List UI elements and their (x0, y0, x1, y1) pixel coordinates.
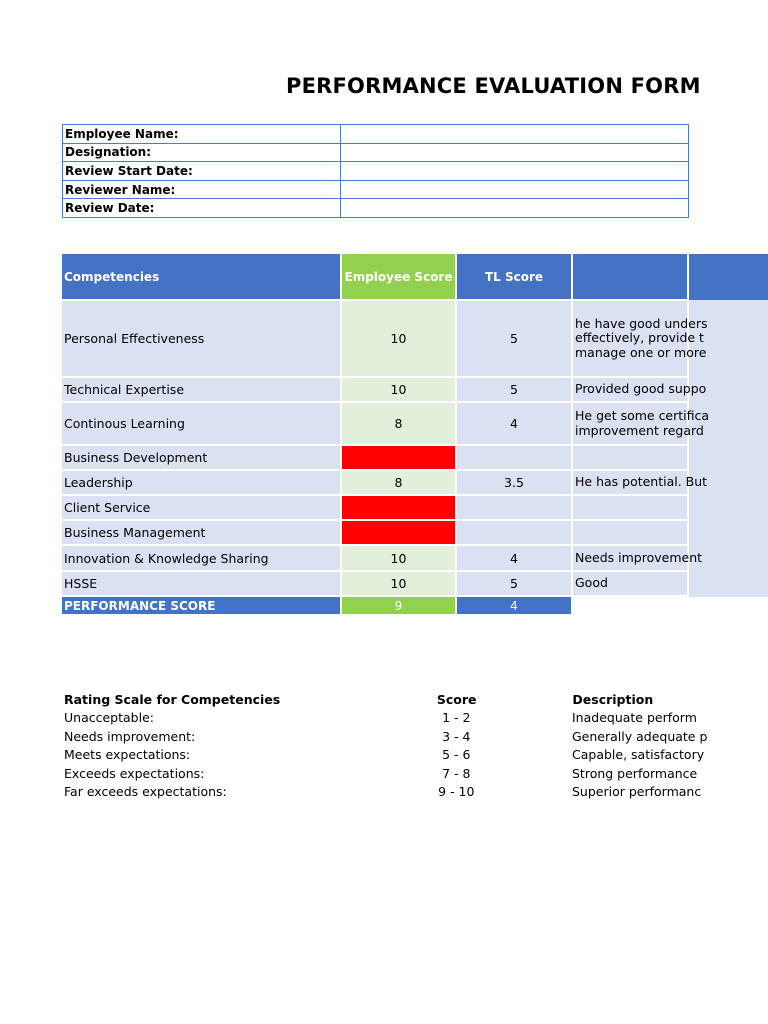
rating-scale-row (62, 727, 708, 746)
competency-name: Innovation & Knowledge Sharing (62, 546, 342, 572)
rating-description: Generally adequate p (572, 728, 708, 744)
employee-score-cell[interactable]: 10 (342, 378, 457, 403)
rating-label: Meets expectations: (64, 747, 191, 763)
competency-row (62, 496, 689, 521)
competency-row (62, 378, 707, 403)
employee-score-cell[interactable]: 10 (342, 572, 457, 597)
comment-line: He has potential. But (575, 474, 708, 490)
comment-line: effectively, provide t (575, 330, 704, 346)
rating-label: Far exceeds expectations: (64, 784, 227, 800)
employee-score-header: Employee Score (342, 254, 457, 301)
competency-row (62, 572, 689, 597)
rating-scale-label-header: Rating Scale for Competencies (64, 691, 281, 707)
rating-scale-row (62, 746, 705, 765)
rating-scale-table (62, 690, 708, 801)
tl-score-cell[interactable]: 4 (457, 546, 573, 572)
rating-score: 5 - 6 (442, 747, 471, 763)
competency-name: Business Management (62, 521, 342, 546)
rating-score: 3 - 4 (442, 728, 471, 744)
tl-score-cell[interactable]: 5 (457, 301, 573, 378)
comment-cell[interactable] (573, 378, 707, 403)
competency-table (62, 254, 710, 616)
info-row-review-date (63, 199, 689, 218)
designation-field[interactable] (341, 143, 689, 162)
competency-row (62, 471, 708, 496)
performance-comment-blank (573, 597, 689, 616)
rating-label: Exceeds expectations: (64, 765, 205, 781)
rating-score: 1 - 2 (442, 710, 471, 726)
employee-score-cell[interactable]: 10 (342, 546, 457, 572)
competency-name: Technical Expertise (62, 378, 342, 403)
employee-score-cell-missing[interactable] (342, 496, 457, 521)
competency-row (62, 521, 689, 546)
performance-score-row (62, 597, 689, 616)
comment-cell[interactable] (573, 403, 710, 446)
comment-line: Good (575, 575, 608, 591)
employee-score-cell[interactable]: 8 (342, 471, 457, 496)
comment-line: He get some certifica (575, 408, 710, 423)
comment-line: he have good unders (575, 315, 708, 331)
comment-line: improvement regard (575, 422, 704, 438)
info-row-designation (63, 143, 689, 162)
competency-name: Continous Learning (62, 403, 342, 446)
rating-scale-row (62, 783, 702, 802)
competency-name: Business Development (62, 446, 342, 471)
comment-cell[interactable] (573, 546, 703, 572)
employee-score-cell[interactable]: 10 (342, 301, 457, 378)
rating-label: Unacceptable: (64, 710, 154, 726)
tl-score-cell[interactable]: 4 (457, 403, 573, 446)
rating-scale-description-header: Description (572, 691, 654, 707)
tl-score-cell[interactable]: 3.5 (457, 471, 573, 496)
tl-score-cell[interactable] (457, 521, 573, 546)
competencies-header: Competencies (62, 254, 342, 301)
employee-score-cell[interactable]: 8 (342, 403, 457, 446)
info-row-review-start-date (63, 162, 689, 181)
competency-name: Personal Effectiveness (62, 301, 342, 378)
rating-score: 9 - 10 (438, 784, 475, 800)
page-title: PERFORMANCE EVALUATION FORM (286, 74, 701, 98)
tl-score-cell[interactable] (457, 446, 573, 471)
reviewer-name-field[interactable] (341, 180, 689, 199)
performance-score-label: PERFORMANCE SCORE (62, 597, 342, 616)
comments-header-overflow (689, 254, 768, 300)
performance-tl-score: 4 (457, 597, 573, 616)
competency-name: HSSE (62, 572, 342, 597)
rating-scale-row (62, 764, 698, 783)
competency-row (62, 546, 703, 572)
review-start-date-field[interactable] (341, 162, 689, 181)
rating-scale-row (62, 709, 697, 728)
competency-row (62, 446, 689, 471)
competency-header-row (62, 254, 689, 301)
competency-row (62, 301, 708, 378)
tl-score-cell[interactable]: 5 (457, 572, 573, 597)
rating-scale-score-header: Score (436, 691, 477, 707)
tl-score-cell[interactable]: 5 (457, 378, 573, 403)
employee-name-field[interactable] (341, 125, 689, 144)
reviewer-name-label: Reviewer Name: (63, 180, 341, 199)
competency-name: Leadership (62, 471, 342, 496)
competency-row (62, 403, 710, 446)
comments-header (573, 254, 689, 301)
designation-label: Designation: (63, 143, 341, 162)
performance-employee-score: 9 (342, 597, 457, 616)
info-row-employee-name (63, 125, 689, 144)
comment-line: Needs improvement (575, 549, 703, 565)
tl-score-cell[interactable] (457, 496, 573, 521)
rating-description: Strong performance (572, 765, 698, 781)
rating-score: 7 - 8 (442, 765, 471, 781)
employee-score-cell-missing[interactable] (342, 521, 457, 546)
comment-cell[interactable] (573, 496, 689, 521)
comment-cell[interactable] (573, 301, 708, 378)
comment-line: manage one or more (575, 344, 707, 360)
review-date-field[interactable] (341, 199, 689, 218)
rating-label: Needs improvement: (64, 728, 196, 744)
comment-cell[interactable] (573, 446, 689, 471)
employee-name-label: Employee Name: (63, 125, 341, 144)
employee-info-table (62, 124, 689, 218)
rating-description: Superior performanc (572, 784, 702, 800)
rating-description: Inadequate perform (572, 710, 697, 726)
rating-description: Capable, satisfactory (572, 747, 705, 763)
competency-name: Client Service (62, 496, 342, 521)
tl-score-header: TL Score (457, 254, 573, 301)
review-date-label: Review Date: (63, 199, 341, 218)
employee-score-cell-missing[interactable] (342, 446, 457, 471)
info-row-reviewer-name (63, 180, 689, 199)
comment-cell[interactable] (573, 471, 708, 496)
comment-cell[interactable] (573, 572, 689, 597)
comment-line: Provided good suppo (575, 381, 707, 397)
comment-cell[interactable] (573, 521, 689, 546)
review-start-date-label: Review Start Date: (63, 162, 341, 181)
rating-scale-header-row (62, 690, 689, 709)
